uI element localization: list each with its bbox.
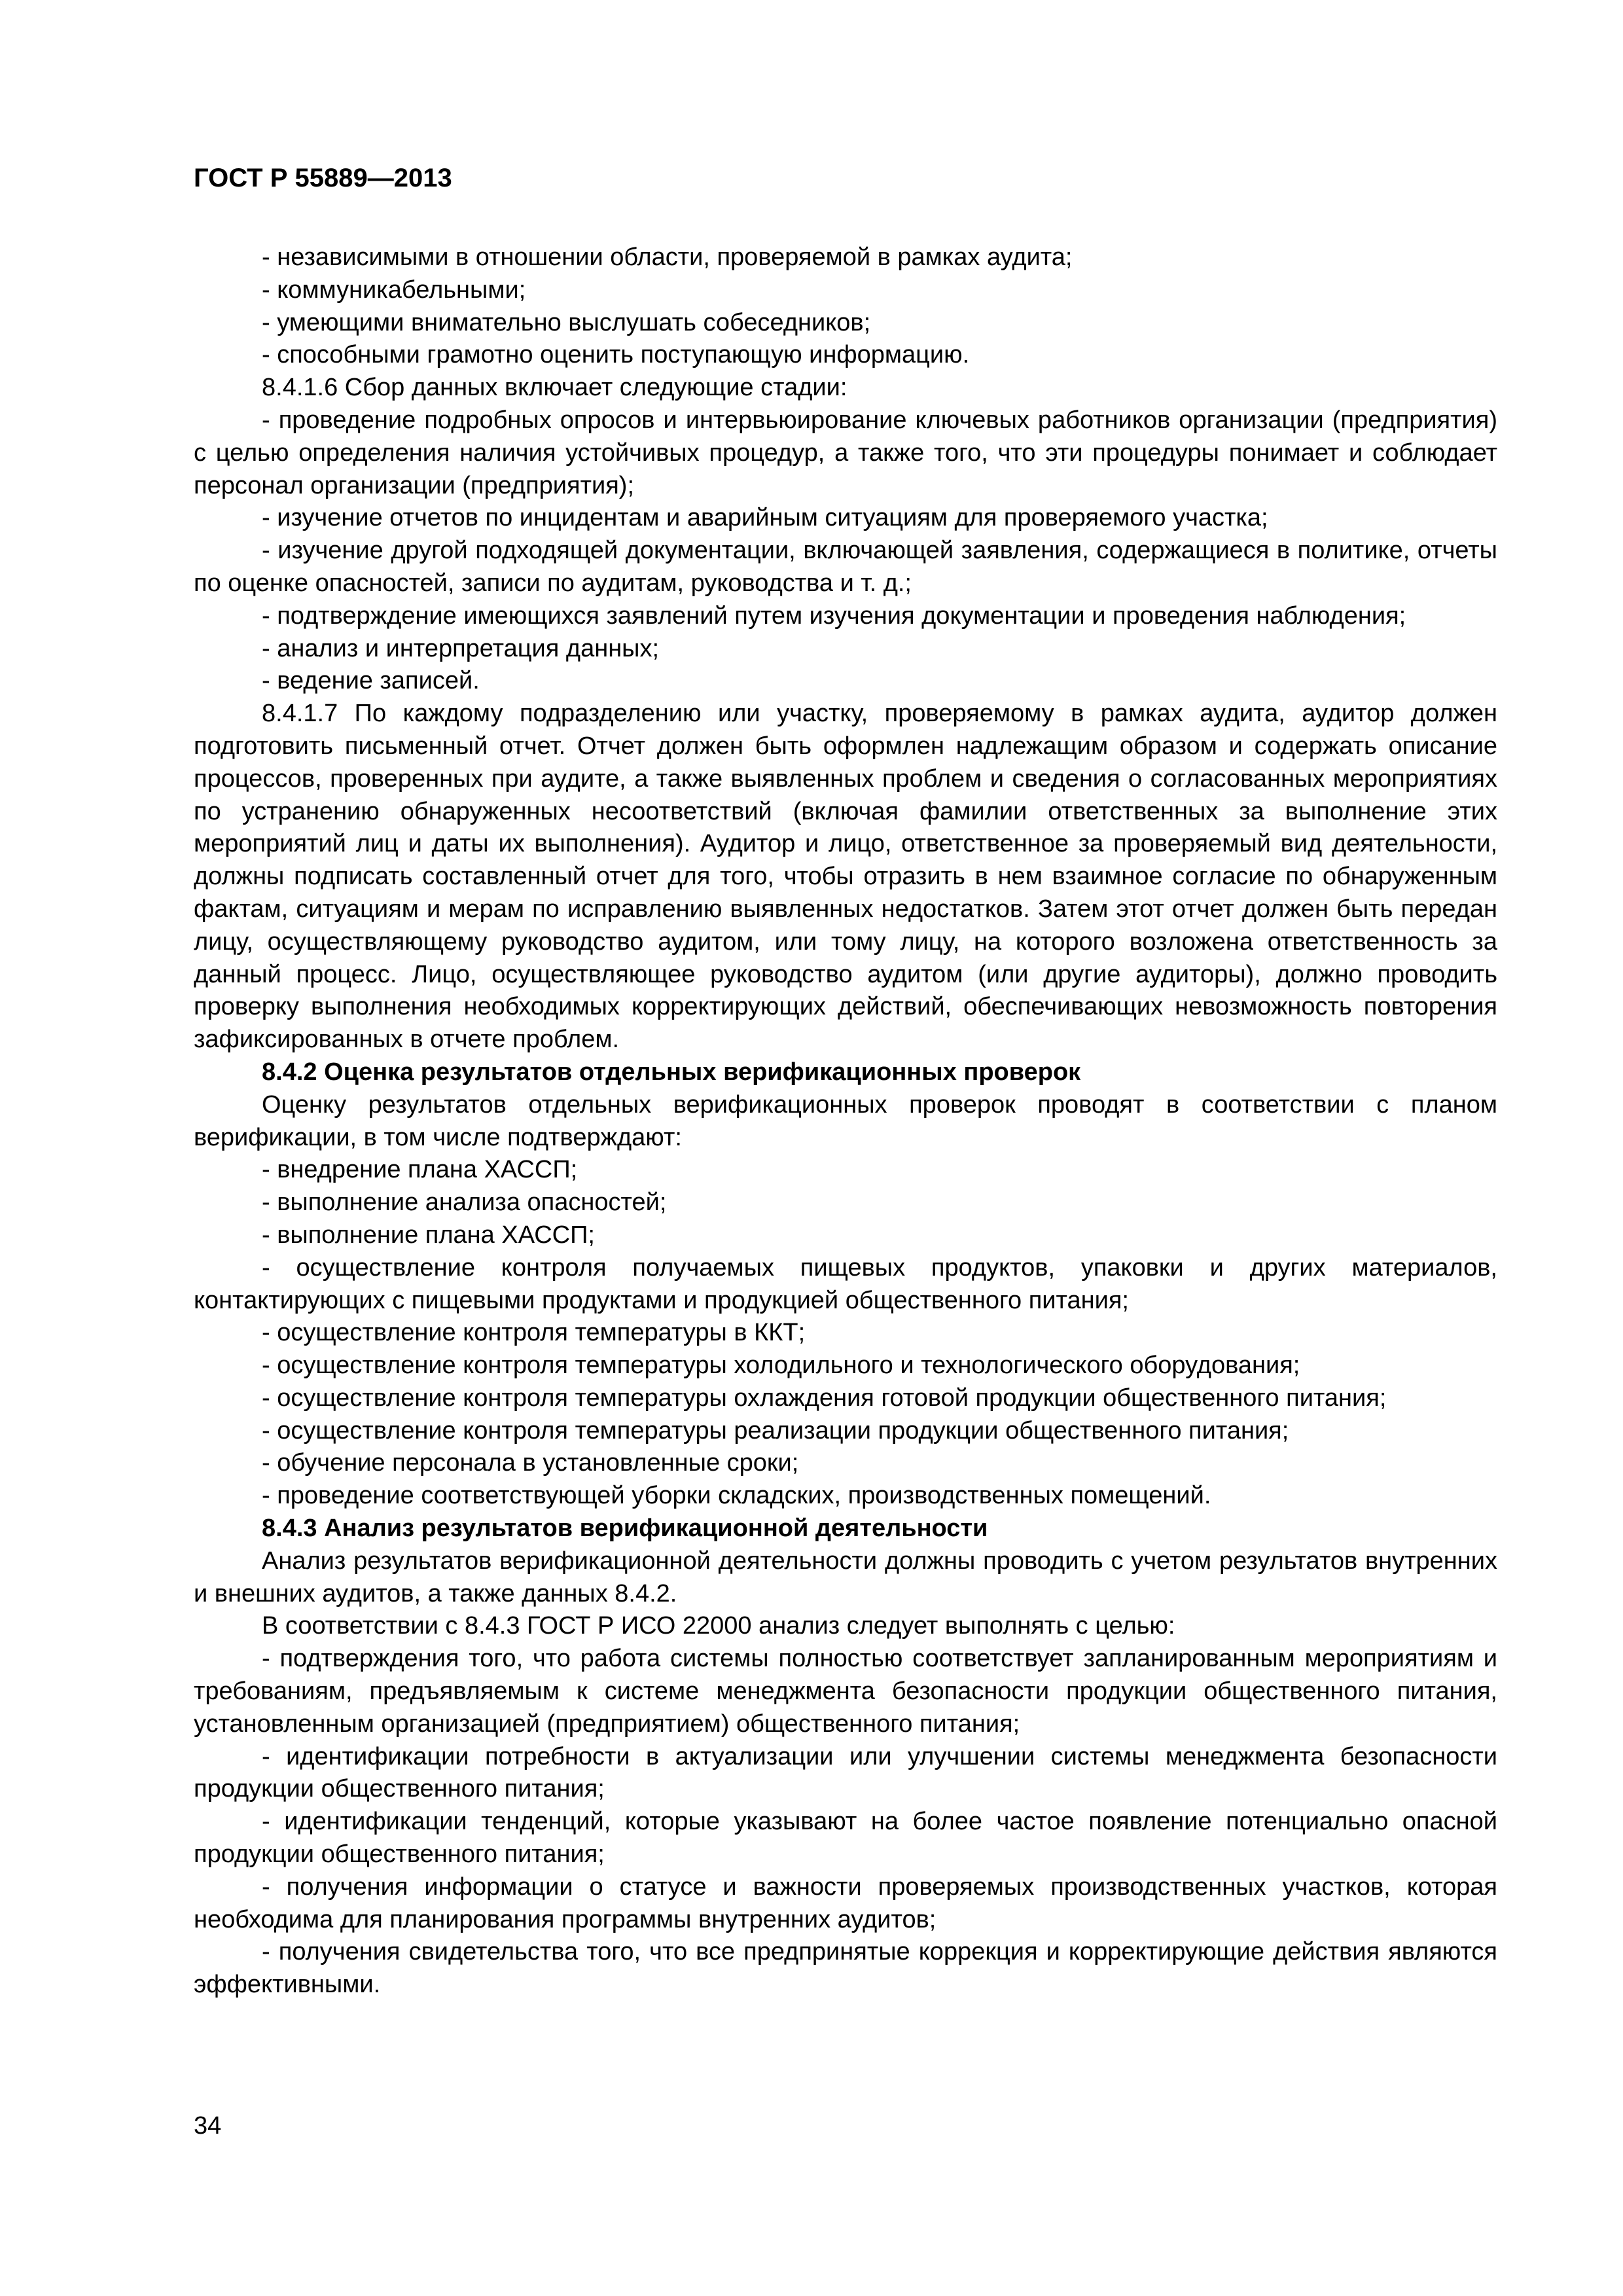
paragraph: - способными грамотно оценить поступающую информацию. [262,341,970,369]
paragraph: 8.4.1.7 По каждому подразделению или участку, проверяемому в рамках аудита, аудитор должен подготовить письменный отчет. Отчет должен быть оформлен надлежащим образом и содержать описание процессов, проверенных при аудите, а также выявленных проблем и сведения о согласованных мероприятиях по устранению обнаруженных несоответствий (включая фамилии ответственных за выполнение этих мероприятий лиц и даты их выполнения). Аудитор и лицо, ответственное за проверяемый вид деятельности, должны подписать составленный отчет для того, чтобы отразить в нем взаимное согласие по обнаруженным фактам, ситуациям и мерам по исправлению выявленных недостатков. Затем этот отчет должен быть передан лицу, осуществляющему руководство аудитом, или тому лицу, на которого возложена ответственность за данный процесс. Лицо, осуществляющее руководство аудитом (или другие аудиторы), должно проводить проверку выполнения необходимых корректирующих действий, обеспечивающих невозможность повторения зафиксированных в отчете проблем. [194,700,1497,1054]
paragraph: - выполнение плана ХАССП; [262,1221,595,1249]
paragraph: В соответствии с 8.4.3 ГОСТ Р ИСО 22000 анализ следует выполнять с целью: [262,1612,1175,1640]
paragraph: - осуществление контроля температуры в ККТ; [262,1319,806,1347]
paragraph: - получения информации о статусе и важности проверяемых производственных участков, которая необходима для планирования программы внутренних аудитов; [194,1873,1497,1933]
paragraph: - проведение подробных опросов и интервьюирование ключевых работников организации (предприятия) с целью определения наличия устойчивых процедур, а также того, что эти процедуры понимает и соблюдает персонал организации (предприятия); [194,406,1497,499]
paragraph: - изучение другой подходящей документации, включающей заявления, содержащиеся в политике, отчеты по оценке опасностей, записи по аудитам, руководства и т. д.; [194,537,1497,597]
paragraph: - обучение персонала в установленные сроки; [262,1449,799,1477]
paragraph: - идентификации потребности в актуализации или улучшении системы менеджмента безопасности продукции общественного питания; [194,1742,1497,1803]
paragraph: - умеющими внимательно выслушать собеседников; [262,308,871,336]
paragraph: - ведение записей. [262,667,480,695]
paragraph: - подтверждения того, что работа системы полностью соответствует запланированным мероприятиям и требованиям, предъявляемым к системе менеджмента безопасности продукции общественного питания, установленным организацией (предприятием) общественного питания; [194,1645,1497,1738]
section-heading: 8.4.3 Анализ результатов верификационной деятельности [262,1515,988,1543]
paragraph: - внедрение плана ХАССП; [262,1156,578,1184]
paragraph: - анализ и интерпретация данных; [262,634,660,662]
paragraph: - получения свидетельства того, что все предпринятые коррекция и корректирующие действия являются эффективными. [194,1938,1497,1999]
section-heading: 8.4.2 Оценка результатов отдельных верификационных проверок [262,1058,1081,1086]
paragraph: - подтверждение имеющихся заявлений путем изучения документации и проведения наблюдения; [262,601,1406,630]
document-body [194,242,1497,2001]
paragraph: - выполнение анализа опасностей; [262,1189,667,1217]
document-header: ГОСТ Р 55889—2013 [194,164,452,192]
page-number: 34 [194,2112,222,2140]
paragraph: - независимыми в отношении области, проверяемой в рамках аудита; [262,243,1073,271]
paragraph: - осуществление контроля температуры охлаждения готовой продукции общественного питания; [262,1384,1387,1412]
paragraph: - проведение соответствующей уборки складских, производственных помещений. [262,1482,1211,1510]
paragraph: 8.4.1.6 Сбор данных включает следующие стадии: [262,374,847,402]
paragraph: - осуществление контроля получаемых пищевых продуктов, упаковки и других материалов, контактирующих с пищевыми продуктами и продукцией общественного питания; [194,1253,1497,1314]
paragraph: Анализ результатов верификационной деятельности должны проводить с учетом результатов внутренних и внешних аудитов, а также данных 8.4.2. [194,1547,1497,1607]
paragraph: Оценку результатов отдельных верификационных проверок проводят в соответствии с планом верификации, в том числе подтверждают: [194,1090,1497,1151]
paragraph: - изучение отчетов по инцидентам и аварийным ситуациям для проверяемого участка; [262,504,1268,532]
paragraph: - коммуникабельными; [262,276,526,304]
paragraph: - идентификации тенденций, которые указывают на более частое появление потенциально опасной продукции общественного питания; [194,1808,1497,1869]
paragraph: - осуществление контроля температуры холодильного и технологического оборудования; [262,1352,1300,1380]
paragraph: - осуществление контроля температуры реализации продукции общественного питания; [262,1416,1289,1444]
